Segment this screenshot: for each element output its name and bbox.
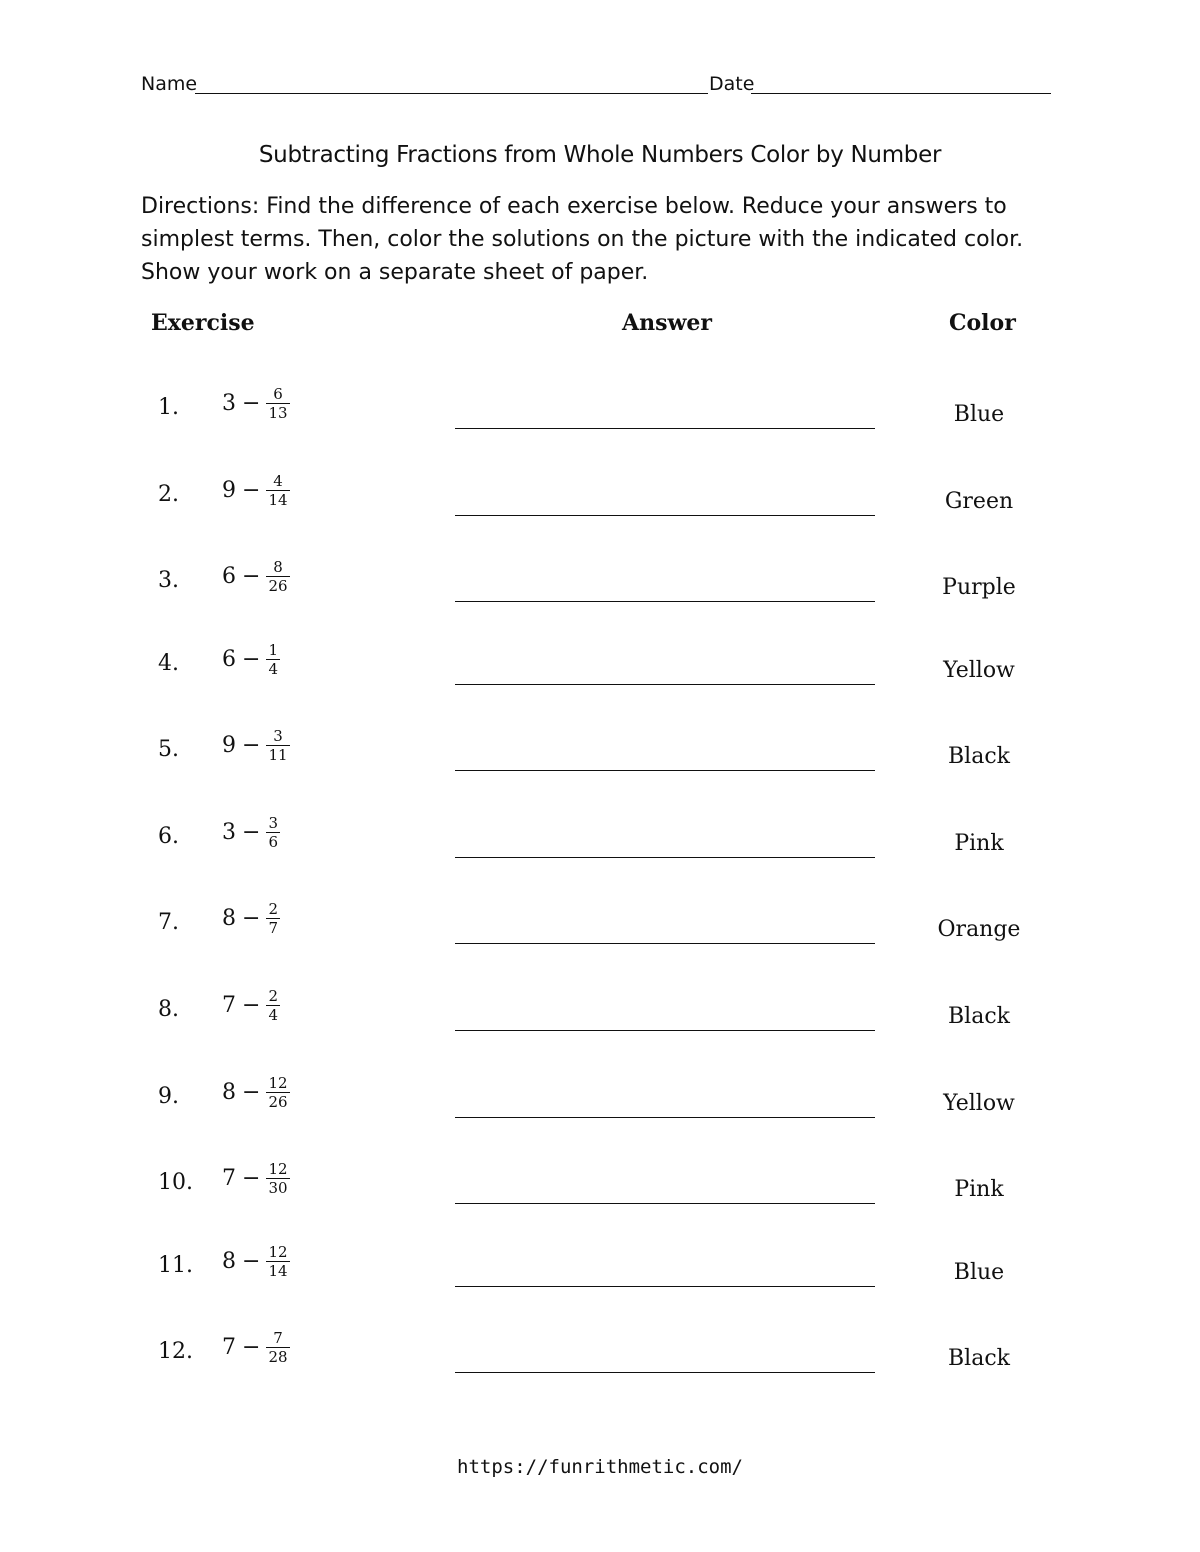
whole-number: 8 [222,906,236,931]
exercise-row [0,1329,1200,1389]
numerator: 3 [273,727,283,745]
answer-line[interactable] [455,515,875,516]
denominator: 13 [268,404,288,422]
color-label: Blue [953,402,1005,427]
numerator: 12 [268,1243,288,1261]
whole-number: 9 [222,478,236,503]
fraction [266,1160,289,1197]
denominator: 7 [268,919,278,937]
fraction [266,641,280,678]
exercise-number: 8. [158,997,179,1022]
color-label: Yellow [943,658,1015,683]
fraction [266,385,289,422]
whole-number: 8 [222,1249,236,1274]
answer-line[interactable] [455,1030,875,1031]
directions-label: Directions: [141,194,260,219]
exercise-number: 5. [158,737,179,762]
whole-number: 8 [222,1080,236,1105]
exercise-number: 7. [158,910,179,935]
color-label: Green [944,489,1014,514]
column-header-color: Color [949,310,1016,336]
directions [141,190,1061,289]
whole-number: 9 [222,733,236,758]
column-header-exercise: Exercise [151,310,255,336]
exercise-expression [222,558,290,595]
color-label: Purple [942,575,1016,600]
denominator: 11 [268,746,288,764]
minus-sign: − [242,1335,261,1360]
answer-line[interactable] [455,770,875,771]
answer-line[interactable] [455,857,875,858]
fraction [266,814,280,851]
denominator: 26 [268,1093,288,1111]
numerator: 2 [268,900,278,918]
numerator: 6 [273,385,283,403]
minus-sign: − [242,1080,261,1105]
exercise-number: 12. [158,1339,193,1364]
minus-sign: − [242,733,261,758]
minus-sign: − [242,1249,261,1274]
numerator: 12 [268,1160,288,1178]
exercise-number: 2. [158,482,179,507]
minus-sign: − [242,1166,261,1191]
numerator: 3 [268,814,278,832]
name-field[interactable] [195,93,708,94]
exercise-row [0,641,1200,701]
exercise-expression [222,472,290,509]
denominator: 30 [268,1179,288,1197]
date-field[interactable] [751,93,1051,94]
exercise-expression [222,1243,290,1280]
answer-line[interactable] [455,684,875,685]
minus-sign: − [242,647,261,672]
exercise-row [0,987,1200,1047]
denominator: 4 [268,660,278,678]
color-label: Black [948,744,1010,769]
denominator: 4 [268,1006,278,1024]
answer-line[interactable] [455,1286,875,1287]
exercise-expression [222,1329,290,1366]
numerator: 2 [268,987,278,1005]
exercise-expression [222,727,290,764]
whole-number: 7 [222,1166,236,1191]
fraction [266,472,289,509]
answer-line[interactable] [455,1117,875,1118]
denominator: 28 [268,1348,288,1366]
color-label: Pink [954,831,1004,856]
answer-line[interactable] [455,943,875,944]
denominator: 26 [268,577,288,595]
exercise-row [0,727,1200,787]
answer-line[interactable] [455,601,875,602]
footer-url: https://funrithmetic.com/ [457,1456,743,1478]
directions-text: Find the difference of each exercise below. Reduce your answers to simplest terms. Then, color the solutions on the picture with the indicated color. Show your work on a separate sheet of paper. [141,194,1024,285]
minus-sign: − [242,820,261,845]
fraction [266,558,289,595]
numerator: 1 [268,641,278,659]
denominator: 14 [268,491,288,509]
whole-number: 7 [222,1335,236,1360]
fraction [266,727,289,764]
denominator: 6 [268,833,278,851]
exercise-expression [222,641,280,678]
exercise-number: 11. [158,1253,193,1278]
exercise-number: 9. [158,1084,179,1109]
exercise-expression [222,1160,290,1197]
color-label: Blue [953,1260,1005,1285]
numerator: 8 [273,558,283,576]
whole-number: 7 [222,993,236,1018]
name-label: Name [141,73,198,95]
exercise-row [0,472,1200,532]
minus-sign: − [242,478,261,503]
color-label: Black [948,1346,1010,1371]
whole-number: 3 [222,820,236,845]
answer-line[interactable] [455,428,875,429]
whole-number: 6 [222,564,236,589]
exercise-row [0,1074,1200,1134]
answer-line[interactable] [455,1372,875,1373]
exercise-row [0,558,1200,618]
minus-sign: − [242,564,261,589]
numerator: 12 [268,1074,288,1092]
exercise-number: 1. [158,395,179,420]
date-label: Date [709,73,755,95]
minus-sign: − [242,993,261,1018]
minus-sign: − [242,906,261,931]
worksheet-title: Subtracting Fractions from Whole Numbers Color by Number [258,142,942,168]
exercise-expression [222,987,280,1024]
fraction [266,900,280,937]
color-label: Black [948,1004,1010,1029]
exercise-expression [222,385,290,422]
fraction [266,1074,289,1111]
exercise-row [0,900,1200,960]
exercise-row [0,814,1200,874]
whole-number: 3 [222,391,236,416]
exercise-number: 4. [158,651,179,676]
exercise-expression [222,900,280,937]
answer-line[interactable] [455,1203,875,1204]
numerator: 7 [273,1329,283,1347]
exercise-expression [222,814,280,851]
fraction [266,1329,289,1366]
color-label: Yellow [943,1091,1015,1116]
minus-sign: − [242,391,261,416]
column-header-answer: Answer [622,310,712,336]
fraction [266,987,280,1024]
exercise-row [0,1160,1200,1220]
exercise-number: 3. [158,568,179,593]
exercise-expression [222,1074,290,1111]
fraction [266,1243,289,1280]
denominator: 14 [268,1262,288,1280]
exercise-number: 6. [158,824,179,849]
color-label: Pink [954,1177,1004,1202]
whole-number: 6 [222,647,236,672]
exercise-number: 10. [158,1170,193,1195]
exercise-row [0,385,1200,445]
numerator: 4 [273,472,283,490]
exercise-row [0,1243,1200,1303]
color-label: Orange [937,917,1021,942]
